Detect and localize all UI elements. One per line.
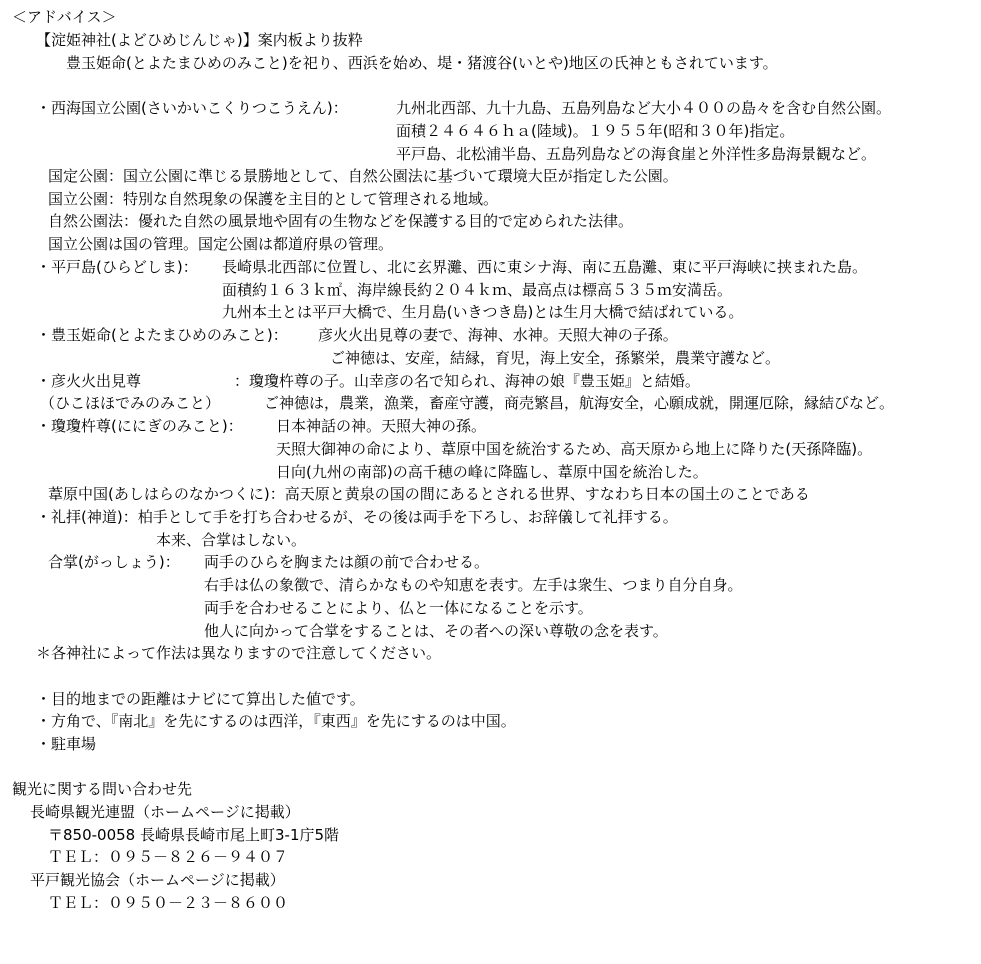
ashihara-definition: 葦原中国(あしはらのなかつくに)：高天原と黄泉の国の間にあるとされる世界、すなわち日本の国土のことである	[48, 485, 810, 503]
gassho-desc-2: 右手は仏の象徴で、清らかなものや知恵を表す。左手は衆生、つまり自分自身。	[204, 576, 743, 594]
parking-item: ・駐車場	[36, 735, 97, 753]
distance-note: ・目的地までの距離はナビにて算出した値です。	[36, 690, 365, 708]
ninigi-desc-1: 日本神話の神。天照大神の孫。	[276, 417, 487, 435]
raihai-line: ・礼拝(神道)：柏手として手を打ち合わせるが、その後は両手を下ろし、お辞儀して礼拝する。	[36, 508, 678, 526]
advice-heading: ＜アドバイス＞	[12, 8, 117, 26]
ninigi-desc-2: 天照大御神の命により、葦原中国を統治するため、高天原から地上に降りた(天孫降臨)。	[276, 440, 873, 458]
hirado-desc-3: 九州本土とは平戸大橋で、生月島(いきつき島)とは生月大橋で結ばれている。	[222, 303, 744, 321]
hirado-term: ・平戸島(ひらどしま)：	[36, 258, 198, 276]
gassho-desc-4: 他人に向かって合掌をすることは、その者への深い尊敬の念を表す。	[204, 622, 668, 640]
toyotama-desc-2: ご神徳は、安産，結縁，育児，海上安全，孫繁栄，農業守護など。	[330, 349, 781, 367]
manner-note: ＊各神社によって作法は異なりますので注意してください。	[36, 644, 442, 662]
toyotama-term: ・豊玉姫命(とよたまひめのみこと)：	[36, 326, 288, 344]
park-management-note: 国立公園は国の管理。国定公園は都道府県の管理。	[48, 235, 394, 253]
hikohoho-term: ・彦火火出見尊	[36, 372, 142, 390]
source-title: 【淀姫神社(よどひめじんじゃ)】案内板より抜粋	[36, 31, 363, 49]
org1-tel: ＴＥＬ：０９５－８２６－９４０７	[48, 848, 289, 866]
raihai-note: 本来、合掌はしない。	[156, 531, 307, 549]
org2-tel: ＴＥＬ：０９５０－２３－８６００	[48, 894, 289, 912]
hikohoho-desc-1: ：瓊瓊杵尊の子。山幸彦の名で知られ、海神の娘『豊玉姫』と結婚。	[234, 372, 700, 390]
kokutei-koen-definition: 国定公園：国立公園に準じる景勝地として、自然公園法に基づいて環境大臣が指定した公園。	[48, 167, 678, 185]
org2-name: 平戸観光協会（ホームページに掲載）	[30, 871, 285, 889]
kokuritsu-koen-definition: 国立公園：特別な自然現象の保護を主目的として管理される地域。	[48, 190, 499, 208]
contact-heading: 観光に関する問い合わせ先	[12, 780, 193, 798]
saikai-desc-1: 九州北西部、九十九島、五島列島など大小４００の島々を含む自然公園。	[396, 99, 892, 117]
gassho-term: 合掌(がっしょう)：	[48, 553, 180, 571]
saikai-desc-2: 面積２４６４６ｈａ(陸域)。１９５５年(昭和３０年)指定。	[396, 122, 795, 140]
hirado-desc-1: 長崎県北西部に位置し、北に玄界灘、西に東シナ海、南に五島灘、東に平戸海峡に挟まれた島。	[222, 258, 868, 276]
gassho-desc-3: 両手を合わせることにより、仏と一体になることを示す。	[204, 599, 593, 617]
org1-name: 長崎県観光連盟（ホームページに掲載）	[30, 803, 300, 821]
hikohoho-reading: （ひこほほでみのみこと）	[40, 394, 221, 412]
ninigi-term: ・瓊瓊杵尊(ににぎのみこと)：	[36, 417, 243, 435]
hirado-desc-2: 面積約１６３ｋ㎡、海岸線長約２０４ｋｍ、最高点は標高５３５ｍ安満岳。	[222, 281, 733, 299]
shizen-koen-ho-definition: 自然公園法：優れた自然の風景地や固有の生物などを保護する目的で定められた法律。	[48, 212, 634, 230]
direction-note: ・方角で、『南北』を先にするのは西洋，『東西』を先にするのは中国。	[36, 712, 516, 730]
ninigi-desc-3: 日向(九州の南部)の高千穂の峰に降臨し、葦原中国を統治した。	[276, 463, 708, 481]
saikai-desc-3: 平戸島、北松浦半島、五島列島などの海食崖と外洋性多島海景観など。	[396, 145, 877, 163]
source-text: 豊玉姫命(とよたまひめのみこと)を祀り、西浜を始め、堤・猪渡谷(いとや)地区の氏神ともされています。	[66, 54, 778, 72]
org1-address: 〒850-0058 長崎県長崎市尾上町3-1庁5階	[48, 826, 340, 844]
toyotama-desc-1: 彦火火出見尊の妻で、海神、水神。天照大神の子孫。	[318, 326, 678, 344]
gassho-desc-1: 両手のひらを胸または顔の前で合わせる。	[204, 553, 490, 571]
hikohoho-desc-2: ご神徳は，農業，漁業，畜産守護，商売繁昌，航海安全，心願成就，開運厄除，縁結びなど。	[264, 394, 895, 412]
saikai-term: ・西海国立公園(さいかいこくりつこうえん)：	[36, 99, 348, 117]
